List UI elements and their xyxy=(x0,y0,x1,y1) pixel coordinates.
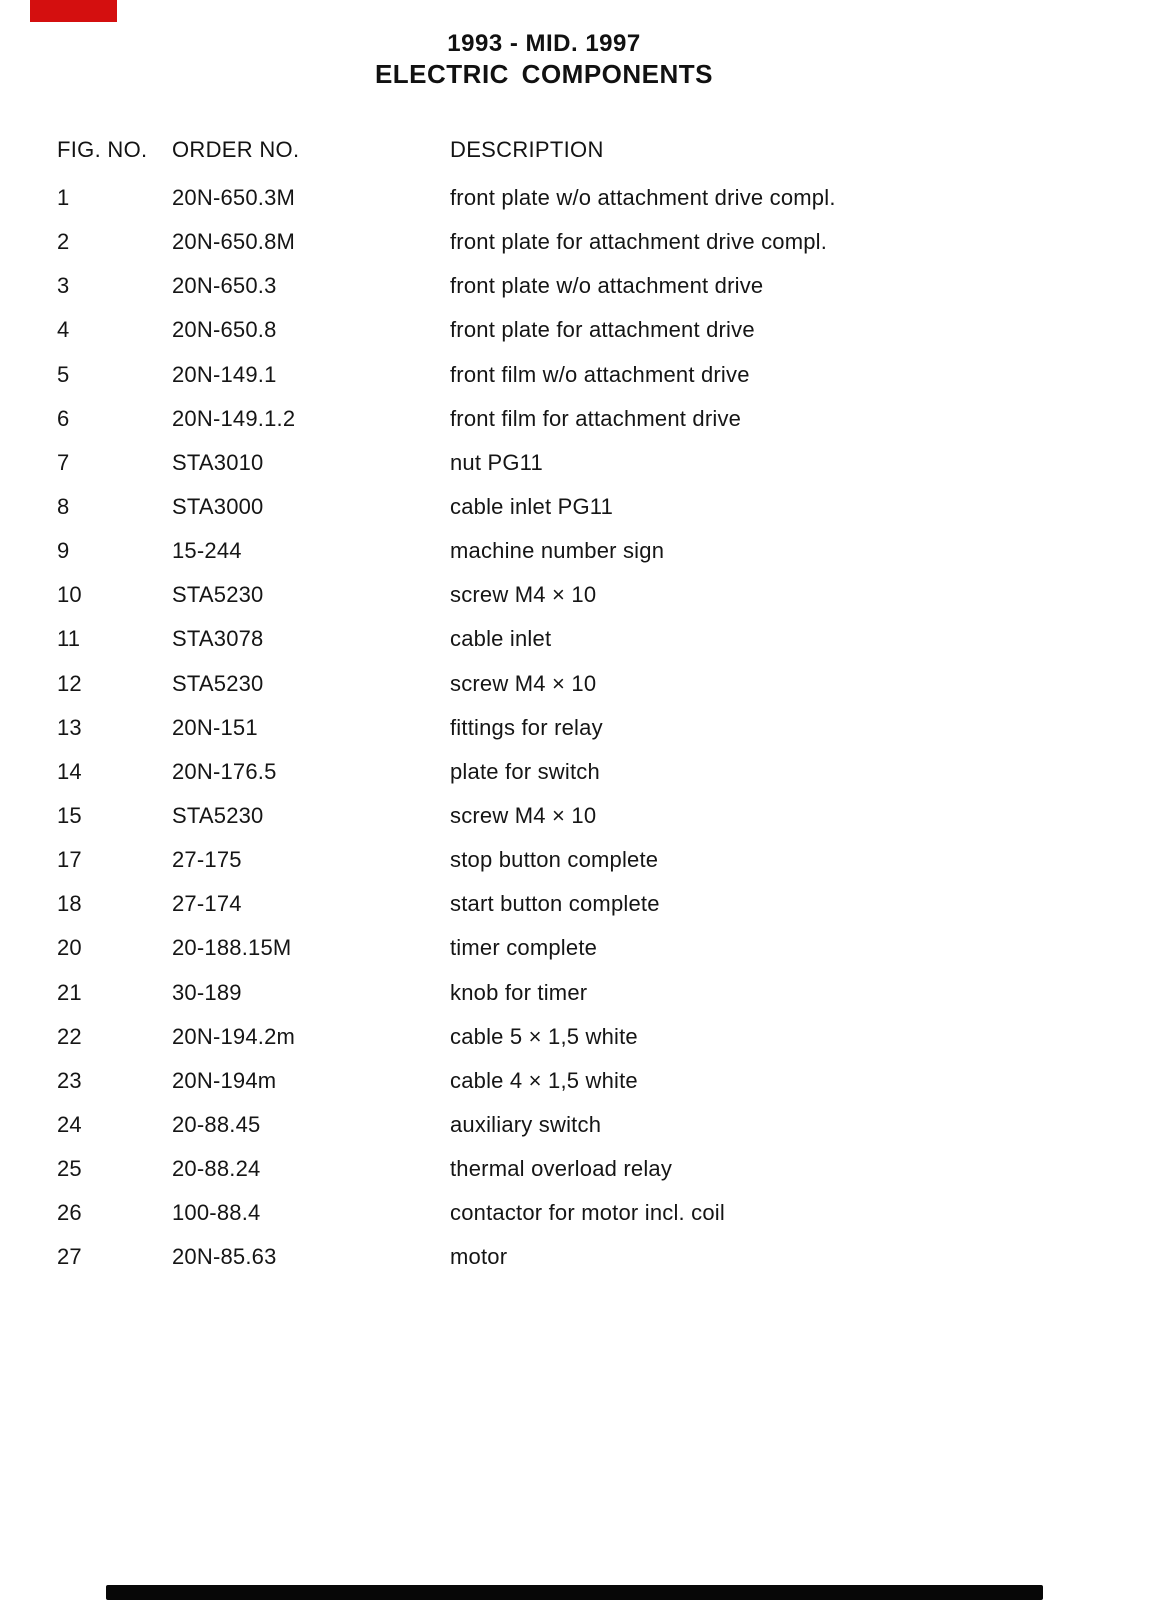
cell-fig-no: 23 xyxy=(57,1067,82,1093)
cell-order-no: STA5230 xyxy=(172,670,264,696)
cell-fig-no: 9 xyxy=(57,538,70,564)
cell-fig-no: 5 xyxy=(57,361,70,387)
table-row xyxy=(57,317,1117,361)
cell-description: screw M4 × 10 xyxy=(450,582,597,608)
cell-order-no: 20N-85.63 xyxy=(172,1244,277,1270)
table-row xyxy=(57,1024,1117,1068)
cell-fig-no: 6 xyxy=(57,405,70,431)
parts-table xyxy=(57,137,1117,1270)
page-title xyxy=(0,29,1088,89)
cell-order-no: 15-244 xyxy=(172,538,242,564)
table-row xyxy=(57,406,1117,450)
column-header-order-no: ORDER NO. xyxy=(172,137,300,162)
cell-order-no: 27-175 xyxy=(172,847,242,873)
cell-order-no: 100-88.4 xyxy=(172,1200,261,1226)
cell-order-no: 20N-650.8M xyxy=(172,229,296,255)
cell-description: thermal overload relay xyxy=(450,1156,673,1182)
cell-order-no: 20N-151 xyxy=(172,714,258,740)
table-row xyxy=(57,362,1117,406)
table-row xyxy=(57,847,1117,891)
cell-order-no: 20-88.45 xyxy=(172,1111,261,1137)
table-row xyxy=(57,273,1117,317)
cell-description: contactor for motor incl. coil xyxy=(450,1200,725,1226)
table-row xyxy=(57,1068,1117,1112)
cell-order-no: 20-188.15M xyxy=(172,935,292,961)
title-section-name: ELECTRIC COMPONENTS xyxy=(374,59,714,89)
cell-description: motor xyxy=(450,1244,508,1270)
cell-description: front plate w/o attachment drive xyxy=(450,273,764,299)
cell-fig-no: 4 xyxy=(57,317,70,343)
scan-artifact-black-bar xyxy=(106,1585,1043,1600)
cell-fig-no: 20 xyxy=(57,935,82,961)
cell-fig-no: 21 xyxy=(57,979,82,1005)
cell-description: stop button complete xyxy=(450,847,659,873)
cell-fig-no: 27 xyxy=(57,1244,82,1270)
table-row xyxy=(57,1244,1117,1288)
cell-order-no: STA3078 xyxy=(172,626,264,652)
cell-order-no: 20N-194.2m xyxy=(172,1023,296,1049)
cell-description: front plate for attachment drive xyxy=(450,317,755,343)
table-row xyxy=(57,538,1117,582)
cell-fig-no: 8 xyxy=(57,493,70,519)
cell-order-no: 30-189 xyxy=(172,979,242,1005)
column-header-fig-no: FIG. NO. xyxy=(57,137,148,162)
cell-description: screw M4 × 10 xyxy=(450,802,597,828)
table-row xyxy=(57,891,1117,935)
cell-fig-no: 22 xyxy=(57,1023,82,1049)
cell-description: fittings for relay xyxy=(450,714,603,740)
cell-order-no: STA3000 xyxy=(172,493,264,519)
cell-order-no: STA5230 xyxy=(172,802,264,828)
table-row xyxy=(57,626,1117,670)
cell-order-no: 20N-149.1 xyxy=(172,361,277,387)
cell-fig-no: 17 xyxy=(57,847,82,873)
cell-description: front film w/o attachment drive xyxy=(450,361,750,387)
cell-description: front film for attachment drive xyxy=(450,405,742,431)
table-row xyxy=(57,980,1117,1024)
cell-order-no: 20-88.24 xyxy=(172,1156,261,1182)
cell-fig-no: 12 xyxy=(57,670,82,696)
column-header-description: DESCRIPTION xyxy=(450,137,604,162)
table-row xyxy=(57,450,1117,494)
cell-fig-no: 15 xyxy=(57,802,82,828)
scan-artifact-red-bar xyxy=(30,0,117,22)
cell-order-no: 20N-650.8 xyxy=(172,317,277,343)
table-row xyxy=(57,185,1117,229)
cell-fig-no: 11 xyxy=(57,626,81,652)
table-row xyxy=(57,229,1117,273)
table-header-row xyxy=(57,137,1117,163)
table-row xyxy=(57,582,1117,626)
cell-fig-no: 24 xyxy=(57,1111,82,1137)
cell-fig-no: 2 xyxy=(57,229,70,255)
cell-description: timer complete xyxy=(450,935,598,961)
cell-fig-no: 18 xyxy=(57,891,82,917)
cell-description: machine number sign xyxy=(450,538,665,564)
table-row xyxy=(57,494,1117,538)
cell-order-no: 20N-194m xyxy=(172,1067,277,1093)
cell-description: auxiliary switch xyxy=(450,1111,602,1137)
cell-fig-no: 26 xyxy=(57,1200,82,1226)
cell-fig-no: 3 xyxy=(57,273,70,299)
cell-description: knob for timer xyxy=(450,979,588,1005)
cell-fig-no: 25 xyxy=(57,1156,82,1182)
title-year-range: 1993 - MID. 1997 xyxy=(447,30,641,57)
table-row xyxy=(57,759,1117,803)
table-row xyxy=(57,1156,1117,1200)
cell-order-no: 20N-650.3M xyxy=(172,185,296,210)
table-row xyxy=(57,803,1117,847)
cell-description: nut PG11 xyxy=(450,449,543,475)
cell-description: plate for switch xyxy=(450,758,600,784)
cell-description: cable 5 × 1,5 white xyxy=(450,1023,638,1049)
cell-order-no: 20N-176.5 xyxy=(172,758,277,784)
table-row xyxy=(57,1200,1117,1244)
cell-order-no: 20N-149.1.2 xyxy=(172,405,296,431)
cell-fig-no: 10 xyxy=(57,582,82,608)
cell-description: cable inlet PG11 xyxy=(450,493,614,519)
table-body xyxy=(57,185,1117,1289)
table-row xyxy=(57,671,1117,715)
table-row xyxy=(57,1112,1117,1156)
table-row xyxy=(57,715,1117,759)
cell-description: front plate for attachment drive compl. xyxy=(450,229,828,255)
cell-fig-no: 1 xyxy=(57,185,70,210)
cell-fig-no: 13 xyxy=(57,714,82,740)
cell-fig-no: 14 xyxy=(57,758,82,784)
cell-order-no: 27-174 xyxy=(172,891,242,917)
cell-fig-no: 7 xyxy=(57,449,70,475)
table-row xyxy=(57,935,1117,979)
cell-order-no: STA5230 xyxy=(172,582,264,608)
cell-description: cable inlet xyxy=(450,626,552,652)
cell-description: start button complete xyxy=(450,891,660,917)
cell-description: screw M4 × 10 xyxy=(450,670,597,696)
cell-order-no: 20N-650.3 xyxy=(172,273,277,299)
cell-order-no: STA3010 xyxy=(172,449,264,475)
cell-description: cable 4 × 1,5 white xyxy=(450,1067,638,1093)
cell-description: front plate w/o attachment drive compl. xyxy=(450,185,836,210)
